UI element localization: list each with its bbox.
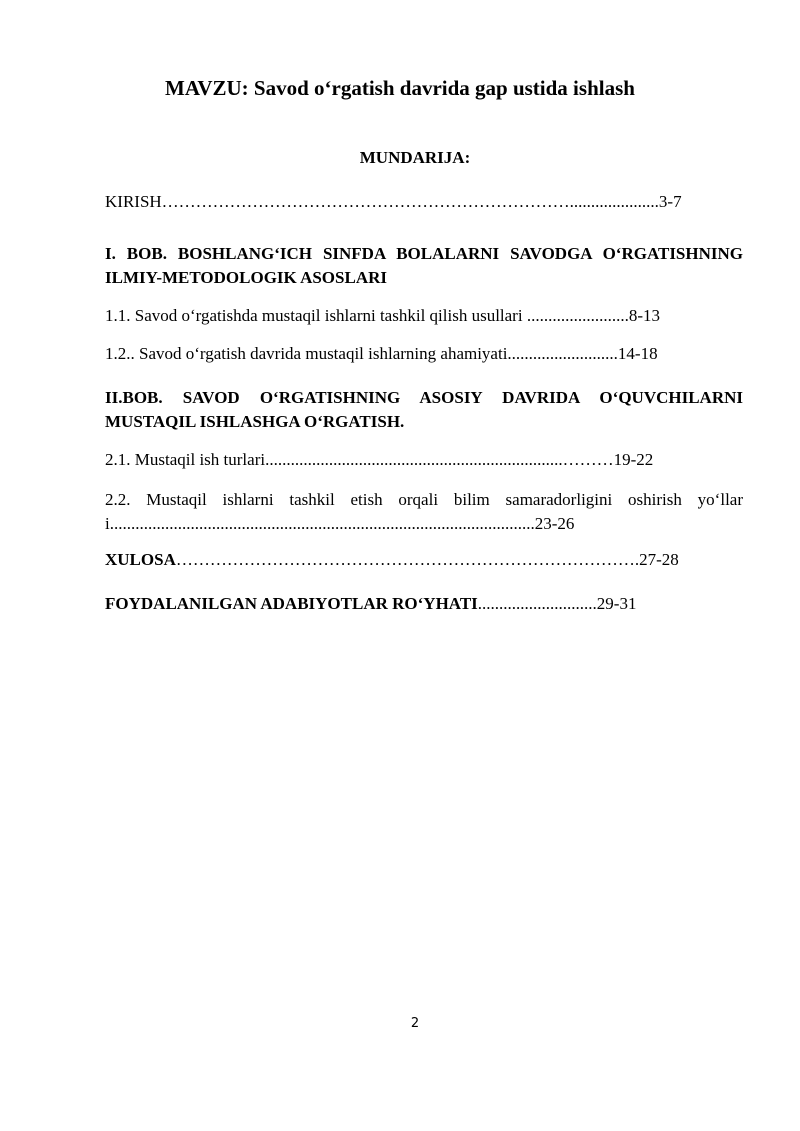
toc-entry-1-1: 1.1. Savod o‘rgatishda mustaqil ishlarni tashkil qilish usullari ........................8-13: [105, 306, 660, 325]
toc-entry-xulosa-label: XULOSA: [105, 550, 176, 569]
document-title: MAVZU: Savod o‘rgatish davrida gap ustida ishlash: [165, 76, 635, 100]
toc-entry-2-2: 2.2. Mustaqil ishlarni tashkil etish orqali bilim samaradorligini oshirish yo‘llari....................................................................................................23-26: [105, 490, 743, 533]
toc-entry-1-2: 1.2.. Savod o‘rgatish davrida mustaqil ishlarning ahamiyati..........................14-18: [105, 344, 658, 363]
toc-entry-xulosa: [105, 550, 679, 570]
page-number: 2: [410, 1016, 420, 1031]
toc-entry-references: [105, 594, 636, 614]
toc-chapter-2: II.BOB. SAVOD O‘RGATISHNING ASOSIY DAVRIDA O‘QUVCHILARNI MUSTAQIL ISHLASHGA O‘RGATISH.: [105, 388, 743, 431]
toc-entry-xulosa-pages: ……………………………………………………………………….27-28: [175, 550, 679, 569]
toc-entry-kirish: KIRISH……………………………………………………………….....................3-7: [105, 192, 682, 211]
toc-entry-references-pages: ............................29-31: [477, 594, 637, 613]
toc-chapter-1: I. BOB. BOSHLANG‘ICH SINFDA BOLALARNI SAVODGA O‘RGATISHNING ILMIY-METODOLOGIK ASOSLARI: [105, 244, 743, 287]
toc-heading: MUNDARIJA:: [359, 148, 471, 167]
toc-entry-2-1: 2.1. Mustaqil ish turlari......................................................................………19-22: [105, 450, 654, 469]
toc-entry-references-label: FOYDALANILGAN ADABIYOTLAR RO‘YHATI: [105, 594, 478, 613]
